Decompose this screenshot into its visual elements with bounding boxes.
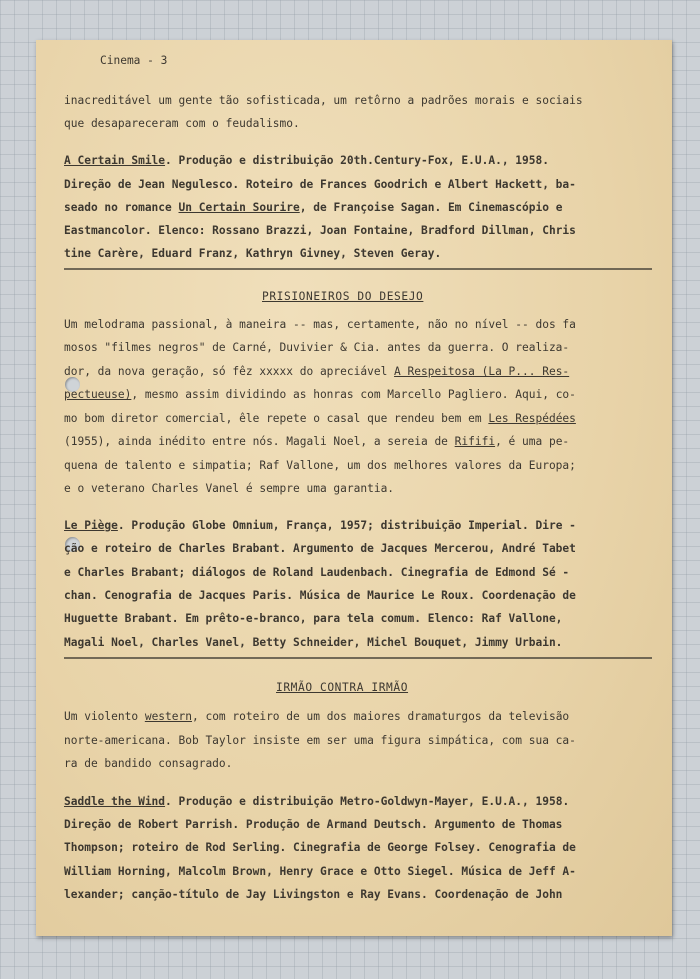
credits1-text: , de Françoise Sagan. Em Cinemascópio e [299, 201, 563, 214]
credits2-line3: e Charles Brabant; diálogos de Roland Laudenbach. Cinegrafia de Edmond Sé - [64, 566, 570, 579]
para3-line3: ra de bandido consagrado. [64, 757, 233, 770]
para2-line2: mosos "filmes negros" de Carné, Duvivier & Cia. antes da guerra. O realiza- [64, 341, 570, 354]
film-title-a-respeitosa: A Respeitosa (La P... Res- [394, 365, 570, 378]
para2-line7: quena de talento e simpatia; Raf Vallone, um dos melhores valores da Europa; [64, 459, 576, 472]
credits1-line1 [64, 154, 549, 167]
page-header: Cinema - 3 [100, 54, 168, 67]
para2-line5 [64, 412, 576, 425]
genre-western: western [144, 710, 192, 723]
credits3-line3: Thompson; roteiro de Rod Serling. Cinegrafia de George Folsey. Cenografia de [64, 841, 576, 854]
para2-line8: e o veterano Charles Vanel é sempre uma garantia. [64, 482, 395, 495]
para2-line3 [64, 365, 569, 378]
credits3-text: . Produção e distribuição Metro-Goldwyn-Mayer, E.U.A., 1958. [165, 795, 570, 808]
credits3-line5: lexander; canção-título de Jay Livingston e Ray Evans. Coordenação de John [64, 888, 563, 901]
para2-text: mo bom diretor comercial, êle repete o casal que rendeu bem em [64, 412, 489, 425]
film-title-les-respedees: Les Respédées [488, 412, 576, 425]
novel-title: Un Certain Sourire [178, 201, 300, 214]
credits1-line5: tine Carère, Eduard Franz, Kathryn Givney, Steven Geray. [64, 247, 442, 260]
para3-text: Um violento [64, 710, 145, 723]
para2-text: (1955), ainda inédito entre nós. Magali Noel, a sereia de [64, 435, 455, 448]
credits2-line5: Huguette Brabant. Em prêto-e-branco, para tela comum. Elenco: Raf Vallone, [64, 612, 563, 625]
section-heading-irmao: IRMÃO CONTRA IRMÃO [276, 681, 409, 694]
film-title-saddle-the-wind: Saddle the Wind [64, 795, 166, 808]
para3-text: , com roteiro de um dos maiores dramaturgos da televisão [191, 710, 570, 723]
para2-text: , mesmo assim dividindo as honras com Marcello Pagliero. Aqui, co- [131, 388, 576, 401]
para1-line1: inacreditável um gente tão sofisticada, um retôrno a padrões morais e sociais [64, 94, 583, 107]
credits3-line1 [64, 795, 569, 808]
divider-2 [64, 657, 652, 659]
para3-line2: norte-americana. Bob Taylor insiste em ser uma figura simpática, com sua ca- [64, 734, 576, 747]
credits2-line2: ção e roteiro de Charles Brabant. Argumento de Jacques Mercerou, André Tabet [64, 542, 576, 555]
credits1-line2: Direção de Jean Negulesco. Roteiro de Frances Goodrich e Albert Hackett, ba- [64, 178, 576, 191]
credits1-text: seado no romance [64, 201, 179, 214]
film-title-rififi: Rififi [454, 435, 496, 448]
credits2-line4: chan. Cenografia de Jacques Paris. Música de Maurice Le Roux. Coordenação de [64, 589, 576, 602]
credits3-line4: William Horning, Malcolm Brown, Henry Grace e Otto Siegel. Música de Jeff A- [64, 865, 576, 878]
credits1-text: . Produção e distribuição 20th.Century-Fox, E.U.A., 1958. [165, 154, 549, 167]
para1-line2: que desapareceram com o feudalismo. [64, 117, 300, 130]
section-heading-prisioneiros: PRISIONEIROS DO DESEJO [262, 290, 424, 303]
film-title-a-certain-smile: A Certain Smile [64, 154, 166, 167]
credits2-text: . Produção Globe Omnium, França, 1957; distribuição Imperial. Dire - [117, 519, 576, 532]
credits3-line2: Direção de Robert Parrish. Produção de Armand Deutsch. Argumento de Thomas [64, 818, 563, 831]
para2-line4 [64, 388, 576, 401]
credits1-line4: Eastmancolor. Elenco: Rossano Brazzi, Joan Fontaine, Bradford Dillman, Chris [64, 224, 576, 237]
para2-text: dor, da nova geração, só fêz xxxxx do apreciável [64, 365, 395, 378]
film-title-la-respectueuse: pectueuse) [64, 388, 132, 401]
credits2-line6: Magali Noel, Charles Vanel, Betty Schneider, Michel Bouquet, Jimmy Urbain. [64, 636, 563, 649]
para2-text: , é uma pe- [495, 435, 570, 448]
credits1-line3 [64, 201, 562, 214]
credits2-line1 [64, 519, 576, 532]
film-title-le-piege: Le Piège [64, 519, 118, 532]
divider-1 [64, 268, 652, 270]
para2-line1: Um melodrama passional, à maneira -- mas, certamente, não no nível -- dos fa [64, 318, 576, 331]
para3-line1 [64, 710, 569, 723]
para2-line6 [64, 435, 569, 448]
